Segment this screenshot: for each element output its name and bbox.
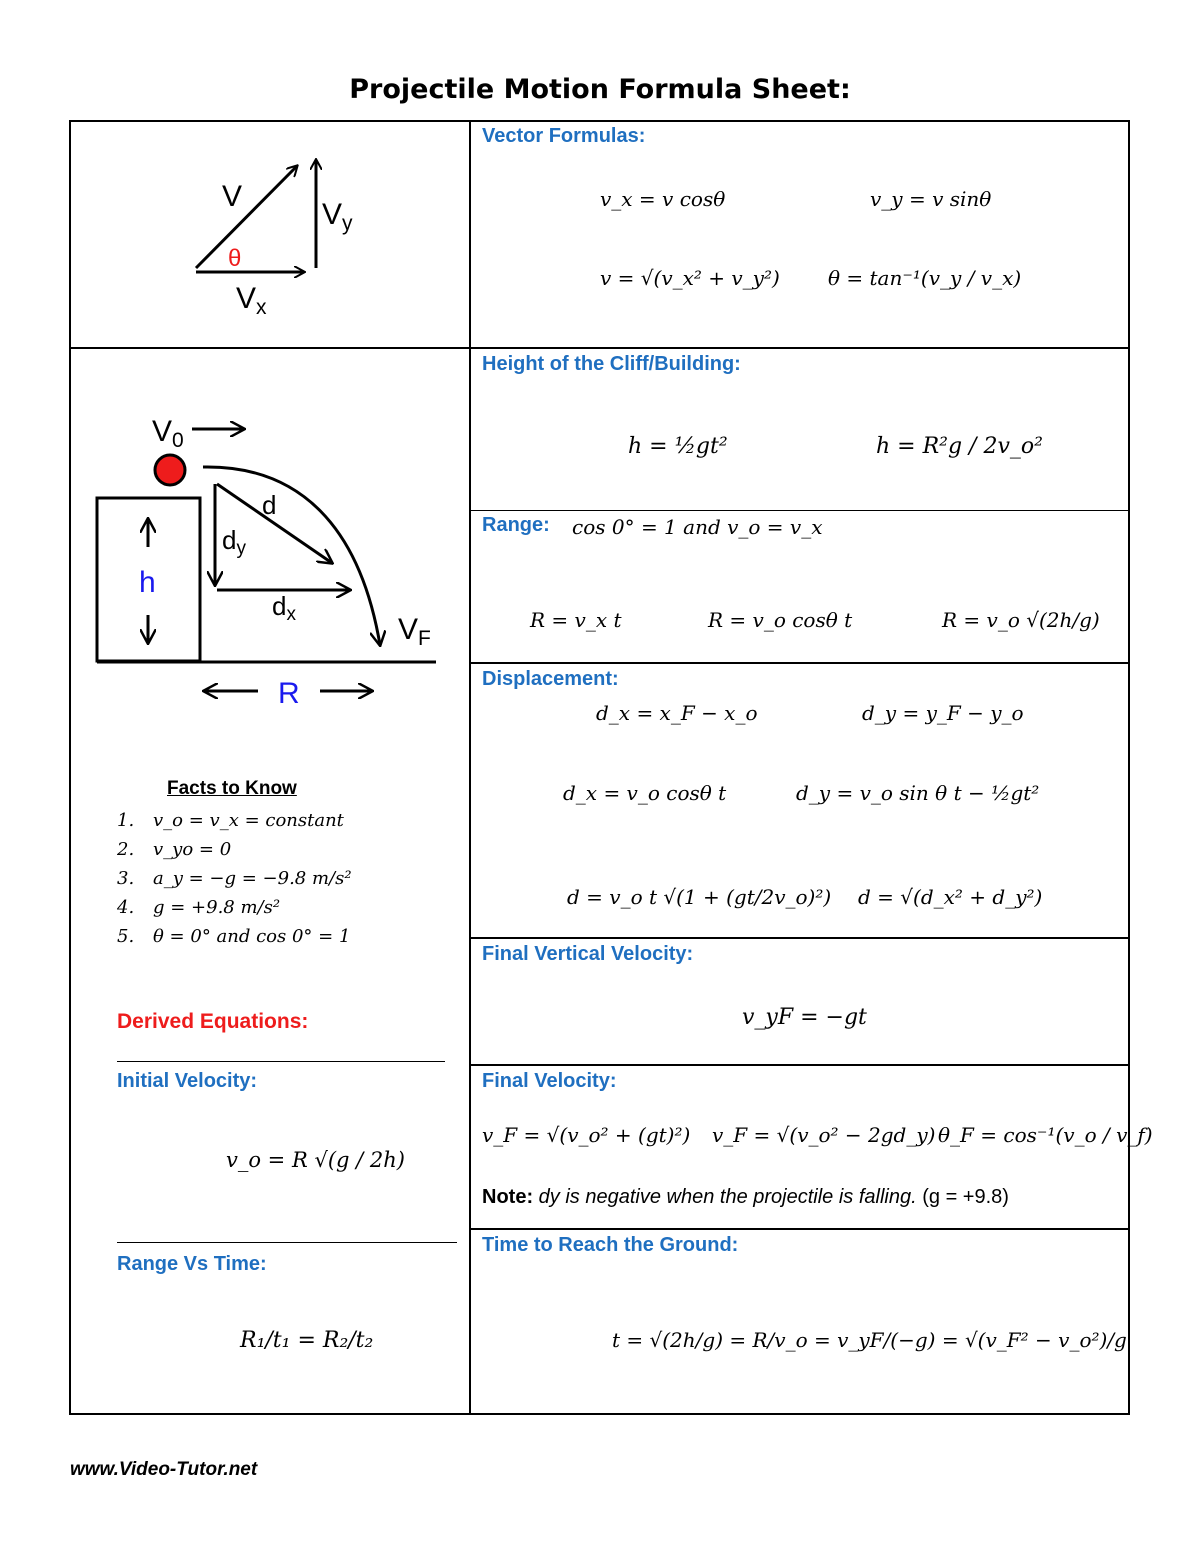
eq-theta-f: θ_F = cos⁻¹(v_o / v_f) [938, 1123, 1153, 1147]
list-item: 1. v_o = v_x = constant [117, 810, 344, 831]
grid-divider [470, 662, 1130, 664]
range-vs-time-heading: Range Vs Time: [117, 1253, 267, 1275]
eq-time: t = √(2h/g) = R/v_o = v_yF/(−g) = √(v_F² − v_o²)/g [612, 1328, 1127, 1352]
d-label: d [262, 490, 277, 520]
r-label: R [278, 677, 300, 710]
eq-v: v = √(v_x² + v_y²) [600, 266, 780, 290]
eq-d1: d = v_o t √(1 + (gt/2v_o)²) [567, 885, 832, 909]
facts-heading: Facts to Know [167, 778, 297, 799]
dy-label: dy [222, 525, 246, 559]
eq-r2: R = v_o cosθ t [708, 608, 853, 632]
range-vs-time-equation: R₁/t₁ = R₂/t₂ [240, 1328, 374, 1353]
facts-list [117, 778, 417, 951]
eq-theta: θ = tan⁻¹(v_y / v_x) [828, 266, 1022, 290]
eq-dy2: d_y = v_o sin θ t − ½gt² [796, 781, 1040, 805]
eq-r1: R = v_x t [530, 608, 622, 632]
list-item: 3. a_y = −g = −9.8 m/s² [117, 868, 352, 889]
theta-label: θ [228, 245, 242, 272]
v-label: V [222, 180, 243, 213]
eq-r3: R = v_o √(2h/g) [942, 608, 1100, 632]
final-vertical-heading: Final Vertical Velocity: [482, 943, 694, 965]
dx-label: dx [272, 591, 296, 625]
cliff-projectile-diagram [0, 347, 470, 747]
list-item: 4. g = +9.8 m/s² [117, 897, 281, 918]
range-condition: cos 0° = 1 and v_o = v_x [572, 515, 823, 539]
initial-velocity-equation: v_o = R √(g / 2h) [226, 1148, 405, 1172]
eq-vy: v_y = v sinθ [870, 187, 992, 211]
v0-label: $V_0$ [152, 415, 184, 452]
grid-divider [470, 937, 1130, 939]
eq-vf2: v_F = √(v_o² − 2gd_y) [712, 1123, 936, 1147]
eq-vyf: v_yF = −gt [742, 1005, 867, 1030]
height-heading: Height of the Cliff/Building: [482, 353, 741, 375]
eq-vf1: v_F = √(v_o² + (gt)²) [482, 1123, 691, 1147]
time-heading: Time to Reach the Ground: [482, 1234, 739, 1256]
eq-dx2: d_x = v_o cosθ t [563, 781, 727, 805]
footer-url: www.Video-Tutor.net [70, 1459, 258, 1480]
page-title: Projectile Motion Formula Sheet: [349, 74, 851, 105]
divider [117, 1061, 445, 1062]
vf-label: $V_F$ [398, 613, 431, 650]
initial-velocity-heading: Initial Velocity: [117, 1070, 258, 1092]
grid-divider [470, 1228, 1130, 1230]
h-label: h [139, 566, 156, 599]
resultant-arrow [196, 166, 297, 268]
eq-d2: d = √(d_x² + d_y²) [858, 885, 1043, 909]
projectile-ball [155, 455, 185, 485]
final-velocity-heading: Final Velocity: [482, 1070, 617, 1092]
divider [117, 1242, 457, 1243]
grid-divider [470, 1064, 1130, 1066]
eq-dy1: d_y = y_F − y_o [862, 701, 1024, 725]
eq-h2: h = R²g / 2v_o² [876, 434, 1043, 459]
derived-heading: Derived Equations: [117, 1010, 309, 1033]
range-heading: Range: [482, 514, 550, 536]
eq-vx: v_x = v cosθ [600, 187, 726, 211]
vy-label: $V_y$ [322, 198, 353, 235]
list-item: 2. v_yo = 0 [117, 839, 232, 860]
grid-divider [470, 510, 1130, 511]
vector-heading: Vector Formulas: [482, 125, 646, 147]
vx-label: $V_x$ [236, 282, 267, 319]
eq-h1: h = ½gt² [628, 434, 728, 459]
list-item: 5. θ = 0° and cos 0° = 1 [117, 926, 351, 947]
final-velocity-note: Note: dy is negative when the projectile is falling. (g = +9.8) [482, 1186, 1009, 1208]
eq-dx1: d_x = x_F − x_o [596, 701, 758, 725]
vector-triangle-diagram [0, 0, 470, 347]
displacement-heading: Displacement: [482, 668, 619, 690]
